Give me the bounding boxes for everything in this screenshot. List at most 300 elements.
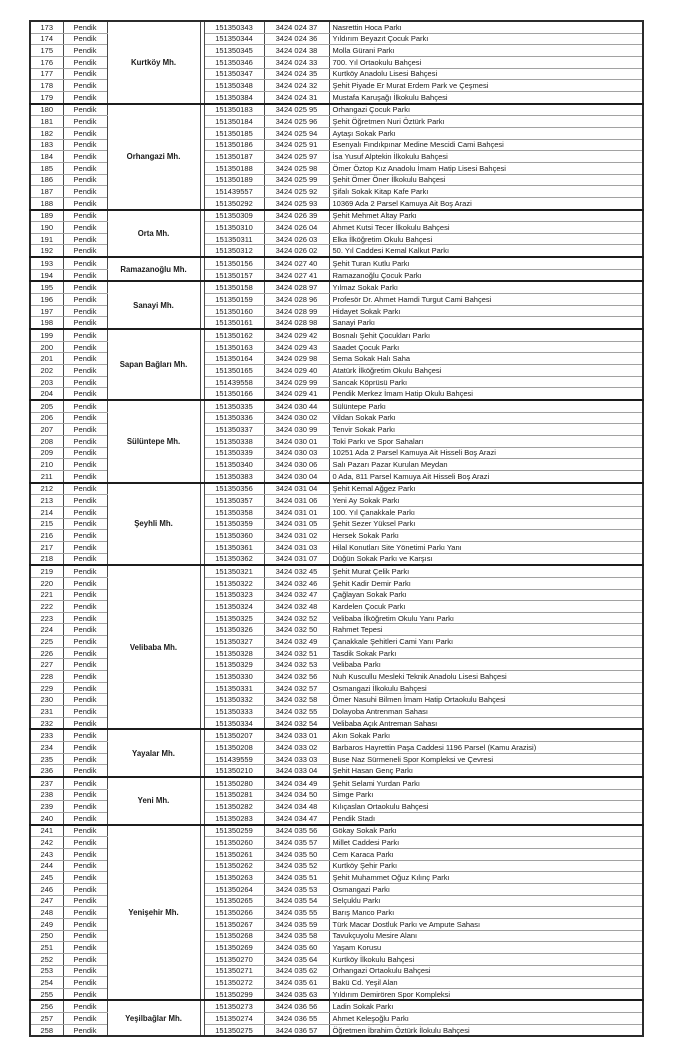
park-name-cell: Bosnalı Şehit Çocukları Parkı xyxy=(329,329,643,341)
park-id-cell: 151350321 xyxy=(204,565,264,577)
park-name-cell: Bakü Cd. Yeşil Alan xyxy=(329,977,643,989)
park-name-cell: Orhangazi Çocuk Parkı xyxy=(329,104,643,116)
district-cell: Pendik xyxy=(63,412,107,424)
district-cell: Pendik xyxy=(63,1024,107,1036)
park-code-cell: 3424 035 52 xyxy=(264,860,329,872)
row-number-cell: 248 xyxy=(30,907,63,919)
park-id-cell: 151350157 xyxy=(204,269,264,281)
park-code-cell: 3424 034 49 xyxy=(264,777,329,789)
park-id-cell: 151350189 xyxy=(204,174,264,186)
park-name-cell: Şehit Murat Çelik Parkı xyxy=(329,565,643,577)
row-number-cell: 173 xyxy=(30,21,63,33)
row-number-cell: 233 xyxy=(30,729,63,741)
park-id-cell: 151350324 xyxy=(204,601,264,613)
park-name-cell: Çanakkale Şehitleri Cami Yanı Parkı xyxy=(329,636,643,648)
park-name-cell: 10251 Ada 2 Parsel Kamuya Ait Hisseli Boş Arazi xyxy=(329,447,643,459)
park-code-cell: 3424 035 56 xyxy=(264,825,329,837)
district-cell: Pendik xyxy=(63,233,107,245)
mahalle-cell: Kurtköy Mh. xyxy=(107,21,200,104)
park-code-cell: 3424 027 41 xyxy=(264,269,329,281)
row-number-cell: 199 xyxy=(30,329,63,341)
table-row xyxy=(30,400,643,412)
district-cell: Pendik xyxy=(63,91,107,103)
park-id-cell: 151350383 xyxy=(204,470,264,482)
district-cell: Pendik xyxy=(63,647,107,659)
park-code-cell: 3424 032 50 xyxy=(264,624,329,636)
park-id-cell: 151350327 xyxy=(204,636,264,648)
park-id-cell: 151350311 xyxy=(204,233,264,245)
park-code-cell: 3424 032 56 xyxy=(264,671,329,683)
park-id-cell: 151350160 xyxy=(204,305,264,317)
park-code-cell: 3424 035 54 xyxy=(264,895,329,907)
row-number-cell: 253 xyxy=(30,965,63,977)
table-row xyxy=(30,257,643,269)
row-number-cell: 203 xyxy=(30,376,63,388)
park-name-cell: Rahmet Tepesi xyxy=(329,624,643,636)
district-cell: Pendik xyxy=(63,789,107,801)
district-cell: Pendik xyxy=(63,965,107,977)
mahalle-cell: Sülüntepe Mh. xyxy=(107,400,200,483)
row-number-cell: 235 xyxy=(30,753,63,765)
park-code-cell: 3424 025 97 xyxy=(264,151,329,163)
park-id-cell: 151350345 xyxy=(204,45,264,57)
district-cell: Pendik xyxy=(63,1013,107,1025)
row-number-cell: 229 xyxy=(30,682,63,694)
park-id-cell: 151350265 xyxy=(204,895,264,907)
district-cell: Pendik xyxy=(63,895,107,907)
park-id-cell: 151350310 xyxy=(204,222,264,234)
district-cell: Pendik xyxy=(63,447,107,459)
park-code-cell: 3424 032 46 xyxy=(264,577,329,589)
park-id-cell: 151350356 xyxy=(204,483,264,495)
row-number-cell: 237 xyxy=(30,777,63,789)
park-code-cell: 3424 026 02 xyxy=(264,245,329,257)
mahalle-cell: Ramazanoğlu Mh. xyxy=(107,257,200,281)
row-number-cell: 221 xyxy=(30,589,63,601)
district-cell: Pendik xyxy=(63,812,107,824)
row-number-cell: 180 xyxy=(30,104,63,116)
district-cell: Pendik xyxy=(63,717,107,729)
row-number-cell: 196 xyxy=(30,294,63,306)
park-id-cell: 151350264 xyxy=(204,883,264,895)
park-id-cell: 151350271 xyxy=(204,965,264,977)
row-number-cell: 177 xyxy=(30,68,63,80)
row-number-cell: 179 xyxy=(30,91,63,103)
park-code-cell: 3424 032 51 xyxy=(264,647,329,659)
park-code-cell: 3424 031 01 xyxy=(264,506,329,518)
park-id-cell: 151350184 xyxy=(204,116,264,128)
park-name-cell: Nasrettin Hoca Parkı xyxy=(329,21,643,33)
row-number-cell: 215 xyxy=(30,518,63,530)
row-number-cell: 228 xyxy=(30,671,63,683)
park-code-cell: 3424 032 55 xyxy=(264,706,329,718)
park-name-cell: Hilal Konutları Site Yönetimi Parkı Yanı xyxy=(329,541,643,553)
park-name-cell: Kurtköy Anadolu Lisesi Bahçesi xyxy=(329,68,643,80)
district-cell: Pendik xyxy=(63,988,107,1000)
district-cell: Pendik xyxy=(63,470,107,482)
district-cell: Pendik xyxy=(63,577,107,589)
row-number-cell: 214 xyxy=(30,506,63,518)
district-cell: Pendik xyxy=(63,222,107,234)
park-name-cell: Profesör Dr. Ahmet Hamdi Turgut Cami Bahçesi xyxy=(329,294,643,306)
park-id-cell: 151350164 xyxy=(204,353,264,365)
park-id-cell: 151350272 xyxy=(204,977,264,989)
row-number-cell: 230 xyxy=(30,694,63,706)
district-cell: Pendik xyxy=(63,151,107,163)
park-id-cell: 151350348 xyxy=(204,80,264,92)
park-name-cell: Elka İlköğretim Okulu Bahçesi xyxy=(329,233,643,245)
row-number-cell: 258 xyxy=(30,1024,63,1036)
district-cell: Pendik xyxy=(63,541,107,553)
park-name-cell: Tasdik Sokak Parkı xyxy=(329,647,643,659)
park-id-cell: 151350156 xyxy=(204,257,264,269)
park-code-cell: 3424 036 57 xyxy=(264,1024,329,1036)
district-cell: Pendik xyxy=(63,930,107,942)
district-cell: Pendik xyxy=(63,116,107,128)
park-id-cell: 151350357 xyxy=(204,495,264,507)
park-id-cell: 151350165 xyxy=(204,365,264,377)
district-cell: Pendik xyxy=(63,624,107,636)
park-code-cell: 3424 029 99 xyxy=(264,376,329,388)
park-id-cell: 151350263 xyxy=(204,872,264,884)
mahalle-cell: Orhangazi Mh. xyxy=(107,104,200,210)
park-code-cell: 3424 026 04 xyxy=(264,222,329,234)
district-cell: Pendik xyxy=(63,210,107,222)
table-row xyxy=(30,825,643,837)
park-code-cell: 3424 031 04 xyxy=(264,483,329,495)
row-number-cell: 240 xyxy=(30,812,63,824)
park-id-cell: 151350158 xyxy=(204,281,264,293)
park-id-cell: 151350159 xyxy=(204,294,264,306)
row-number-cell: 200 xyxy=(30,341,63,353)
district-cell: Pendik xyxy=(63,729,107,741)
park-name-cell: Pendik Stadı xyxy=(329,812,643,824)
row-number-cell: 218 xyxy=(30,553,63,565)
row-number-cell: 232 xyxy=(30,717,63,729)
park-id-cell: 151350384 xyxy=(204,91,264,103)
park-name-cell: Şehit Öğretmen Nuri Öztürk Parkı xyxy=(329,116,643,128)
row-number-cell: 209 xyxy=(30,447,63,459)
park-id-cell: 151350360 xyxy=(204,530,264,542)
district-cell: Pendik xyxy=(63,506,107,518)
district-cell: Pendik xyxy=(63,872,107,884)
park-name-cell: Şehit Kadir Demir Parkı xyxy=(329,577,643,589)
park-code-cell: 3424 025 91 xyxy=(264,139,329,151)
park-name-cell: Kurtköy Şehir Parkı xyxy=(329,860,643,872)
park-id-cell: 151350358 xyxy=(204,506,264,518)
park-code-cell: 3424 033 01 xyxy=(264,729,329,741)
park-code-cell: 3424 033 03 xyxy=(264,753,329,765)
row-number-cell: 239 xyxy=(30,801,63,813)
park-code-cell: 3424 035 50 xyxy=(264,848,329,860)
park-name-cell: Barbaros Hayrettin Paşa Caddesi 1196 Parsel (Kamu Arazisi) xyxy=(329,742,643,754)
park-id-cell: 151350207 xyxy=(204,729,264,741)
row-number-cell: 202 xyxy=(30,365,63,377)
park-code-cell: 3424 036 56 xyxy=(264,1000,329,1012)
district-cell: Pendik xyxy=(63,753,107,765)
park-code-cell: 3424 031 06 xyxy=(264,495,329,507)
park-code-cell: 3424 034 50 xyxy=(264,789,329,801)
park-name-cell: Sancak Köprüsü Parkı xyxy=(329,376,643,388)
row-number-cell: 216 xyxy=(30,530,63,542)
park-name-cell: Sanayi Parkı xyxy=(329,317,643,329)
row-number-cell: 183 xyxy=(30,139,63,151)
park-code-cell: 3424 035 51 xyxy=(264,872,329,884)
park-name-cell: Atatürk İlköğretim Okulu Bahçesi xyxy=(329,365,643,377)
row-number-cell: 226 xyxy=(30,647,63,659)
park-name-cell: Orhangazi Ortaokulu Bahçesi xyxy=(329,965,643,977)
district-cell: Pendik xyxy=(63,942,107,954)
park-id-cell: 151350274 xyxy=(204,1013,264,1025)
row-number-cell: 247 xyxy=(30,895,63,907)
district-cell: Pendik xyxy=(63,353,107,365)
row-number-cell: 184 xyxy=(30,151,63,163)
park-id-cell: 151439557 xyxy=(204,186,264,198)
row-number-cell: 213 xyxy=(30,495,63,507)
mahalle-cell: Yeşilbağlar Mh. xyxy=(107,1000,200,1036)
district-cell: Pendik xyxy=(63,197,107,209)
row-number-cell: 201 xyxy=(30,353,63,365)
row-number-cell: 251 xyxy=(30,942,63,954)
park-name-cell: Yıldırım Beyazıt Çocuk Parkı xyxy=(329,33,643,45)
park-code-cell: 3424 026 39 xyxy=(264,210,329,222)
row-number-cell: 249 xyxy=(30,918,63,930)
row-number-cell: 238 xyxy=(30,789,63,801)
row-number-cell: 246 xyxy=(30,883,63,895)
park-name-cell: Akın Sokak Parkı xyxy=(329,729,643,741)
row-number-cell: 204 xyxy=(30,388,63,400)
row-number-cell: 195 xyxy=(30,281,63,293)
park-code-cell: 3424 035 61 xyxy=(264,977,329,989)
district-cell: Pendik xyxy=(63,777,107,789)
district-cell: Pendik xyxy=(63,174,107,186)
park-name-cell: Millet Caddesi Parkı xyxy=(329,837,643,849)
park-code-cell: 3424 031 07 xyxy=(264,553,329,565)
parks-table xyxy=(29,20,644,1037)
park-name-cell: Aytaşı Sokak Parkı xyxy=(329,127,643,139)
park-name-cell: Şehit Muhammet Oğuz Kılınç Parkı xyxy=(329,872,643,884)
park-name-cell: Nuh Kuscullu Mesleki Teknik Anadolu Lisesi Bahçesi xyxy=(329,671,643,683)
row-number-cell: 224 xyxy=(30,624,63,636)
park-code-cell: 3424 029 98 xyxy=(264,353,329,365)
park-code-cell: 3424 035 59 xyxy=(264,918,329,930)
row-number-cell: 219 xyxy=(30,565,63,577)
mahalle-cell: Sapan Bağları Mh. xyxy=(107,329,200,400)
park-code-cell: 3424 025 93 xyxy=(264,197,329,209)
park-name-cell: Saadet Çocuk Parkı xyxy=(329,341,643,353)
district-cell: Pendik xyxy=(63,694,107,706)
district-cell: Pendik xyxy=(63,400,107,412)
district-cell: Pendik xyxy=(63,388,107,400)
district-cell: Pendik xyxy=(63,483,107,495)
row-number-cell: 175 xyxy=(30,45,63,57)
park-code-cell: 3424 033 04 xyxy=(264,765,329,777)
park-name-cell: 10369 Ada 2 Parsel Kamuya Ait Boş Arazi xyxy=(329,197,643,209)
district-cell: Pendik xyxy=(63,21,107,33)
park-code-cell: 3424 029 40 xyxy=(264,365,329,377)
park-code-cell: 3424 028 97 xyxy=(264,281,329,293)
park-name-cell: Şehit Ömer Öner İlkokulu Bahçesi xyxy=(329,174,643,186)
row-number-cell: 252 xyxy=(30,953,63,965)
park-name-cell: Gökay Sokak Parkı xyxy=(329,825,643,837)
park-code-cell: 3424 028 99 xyxy=(264,305,329,317)
park-code-cell: 3424 032 49 xyxy=(264,636,329,648)
park-name-cell: Şehit Piyade Er Murat Erdem Park ve Çeşmesi xyxy=(329,80,643,92)
district-cell: Pendik xyxy=(63,801,107,813)
park-name-cell: Osmangazi İlkokulu Bahçesi xyxy=(329,682,643,694)
park-code-cell: 3424 030 06 xyxy=(264,459,329,471)
table-row xyxy=(30,281,643,293)
park-id-cell: 151350280 xyxy=(204,777,264,789)
park-name-cell: Selçuklu Parkı xyxy=(329,895,643,907)
row-number-cell: 227 xyxy=(30,659,63,671)
row-number-cell: 244 xyxy=(30,860,63,872)
park-code-cell: 3424 025 99 xyxy=(264,174,329,186)
park-name-cell: Hidayet Sokak Parkı xyxy=(329,305,643,317)
park-code-cell: 3424 024 31 xyxy=(264,91,329,103)
park-code-cell: 3424 035 55 xyxy=(264,907,329,919)
district-cell: Pendik xyxy=(63,281,107,293)
park-name-cell: Ömer Nasuhi Bilmen İmam Hatip Ortaokulu Bahçesi xyxy=(329,694,643,706)
park-id-cell: 151350331 xyxy=(204,682,264,694)
park-name-cell: Salı Pazarı Pazar Kurulan Meydan xyxy=(329,459,643,471)
district-cell: Pendik xyxy=(63,45,107,57)
park-name-cell: Öğretmen İbrahim Öztürk İlokulu Bahçesi xyxy=(329,1024,643,1036)
park-code-cell: 3424 024 32 xyxy=(264,80,329,92)
district-cell: Pendik xyxy=(63,376,107,388)
district-cell: Pendik xyxy=(63,601,107,613)
park-id-cell: 151350210 xyxy=(204,765,264,777)
park-name-cell: Şehit Turan Kutlu Parkı xyxy=(329,257,643,269)
mahalle-cell: Orta Mh. xyxy=(107,210,200,258)
park-code-cell: 3424 028 98 xyxy=(264,317,329,329)
park-code-cell: 3424 035 62 xyxy=(264,965,329,977)
park-id-cell: 151350343 xyxy=(204,21,264,33)
district-cell: Pendik xyxy=(63,918,107,930)
park-name-cell: Sema Sokak Halı Saha xyxy=(329,353,643,365)
park-code-cell: 3424 032 53 xyxy=(264,659,329,671)
park-code-cell: 3424 032 54 xyxy=(264,717,329,729)
park-code-cell: 3424 024 37 xyxy=(264,21,329,33)
district-cell: Pendik xyxy=(63,530,107,542)
park-name-cell: Ramazanoğlu Çocuk Parkı xyxy=(329,269,643,281)
park-name-cell: Yaşam Korusu xyxy=(329,942,643,954)
district-cell: Pendik xyxy=(63,245,107,257)
park-code-cell: 3424 029 41 xyxy=(264,388,329,400)
district-cell: Pendik xyxy=(63,671,107,683)
park-id-cell: 151350273 xyxy=(204,1000,264,1012)
park-id-cell: 151350162 xyxy=(204,329,264,341)
row-number-cell: 194 xyxy=(30,269,63,281)
district-cell: Pendik xyxy=(63,329,107,341)
mahalle-cell: Yeni Mh. xyxy=(107,777,200,825)
park-id-cell: 151350166 xyxy=(204,388,264,400)
row-number-cell: 186 xyxy=(30,174,63,186)
park-id-cell: 151350283 xyxy=(204,812,264,824)
district-cell: Pendik xyxy=(63,907,107,919)
park-id-cell: 151350332 xyxy=(204,694,264,706)
mahalle-cell: Şeyhli Mh. xyxy=(107,483,200,566)
park-name-cell: Barış Manco Parkı xyxy=(329,907,643,919)
mahalle-cell: Velibaba Mh. xyxy=(107,565,200,729)
park-code-cell: 3424 030 99 xyxy=(264,424,329,436)
park-code-cell: 3424 031 05 xyxy=(264,518,329,530)
row-number-cell: 193 xyxy=(30,257,63,269)
district-cell: Pendik xyxy=(63,589,107,601)
district-cell: Pendik xyxy=(63,294,107,306)
park-code-cell: 3424 024 33 xyxy=(264,56,329,68)
park-id-cell: 151350325 xyxy=(204,612,264,624)
park-name-cell: Mustafa Karuşağı İlkokulu Bahçesi xyxy=(329,91,643,103)
park-code-cell: 3424 024 36 xyxy=(264,33,329,45)
district-cell: Pendik xyxy=(63,659,107,671)
park-code-cell: 3424 033 02 xyxy=(264,742,329,754)
district-cell: Pendik xyxy=(63,139,107,151)
park-id-cell: 151350270 xyxy=(204,953,264,965)
park-id-cell: 151350336 xyxy=(204,412,264,424)
table-row xyxy=(30,21,643,33)
district-cell: Pendik xyxy=(63,68,107,80)
row-number-cell: 178 xyxy=(30,80,63,92)
park-name-cell: Şifalı Sokak Kitap Kafe Parkı xyxy=(329,186,643,198)
park-id-cell: 151350335 xyxy=(204,400,264,412)
row-number-cell: 241 xyxy=(30,825,63,837)
park-name-cell: Hersek Sokak Parkı xyxy=(329,530,643,542)
park-name-cell: Esenyalı Fındıkpınar Medine Mescidi Cami Bahçesi xyxy=(329,139,643,151)
park-code-cell: 3424 030 44 xyxy=(264,400,329,412)
row-number-cell: 245 xyxy=(30,872,63,884)
district-cell: Pendik xyxy=(63,127,107,139)
park-id-cell: 151350361 xyxy=(204,541,264,553)
park-id-cell: 151350299 xyxy=(204,988,264,1000)
park-name-cell: Ahmet Keleşoğlu Parkı xyxy=(329,1013,643,1025)
park-id-cell: 151350281 xyxy=(204,789,264,801)
park-id-cell: 151350359 xyxy=(204,518,264,530)
park-name-cell: Şehit Mehmet Altay Parkı xyxy=(329,210,643,222)
table-row xyxy=(30,777,643,789)
district-cell: Pendik xyxy=(63,553,107,565)
district-cell: Pendik xyxy=(63,495,107,507)
row-number-cell: 210 xyxy=(30,459,63,471)
district-cell: Pendik xyxy=(63,953,107,965)
park-name-cell: Osmangazi Parkı xyxy=(329,883,643,895)
park-name-cell: Yeni Ay Sokak Parkı xyxy=(329,495,643,507)
park-id-cell: 151350185 xyxy=(204,127,264,139)
district-cell: Pendik xyxy=(63,518,107,530)
park-id-cell: 151350346 xyxy=(204,56,264,68)
park-code-cell: 3424 027 40 xyxy=(264,257,329,269)
park-id-cell: 151350161 xyxy=(204,317,264,329)
park-id-cell: 151350340 xyxy=(204,459,264,471)
row-number-cell: 192 xyxy=(30,245,63,257)
row-number-cell: 250 xyxy=(30,930,63,942)
park-name-cell: Türk Macar Dostluk Parkı ve Ampute Sahası xyxy=(329,918,643,930)
park-name-cell: Ömer Öztop Kız Anadolu İmam Hatip Lisesi Bahçesi xyxy=(329,162,643,174)
district-cell: Pendik xyxy=(63,435,107,447)
park-name-cell: Ladin Sokak Parkı xyxy=(329,1000,643,1012)
row-number-cell: 205 xyxy=(30,400,63,412)
park-id-cell: 151350362 xyxy=(204,553,264,565)
table-row xyxy=(30,1000,643,1012)
row-number-cell: 207 xyxy=(30,424,63,436)
row-number-cell: 231 xyxy=(30,706,63,718)
park-code-cell: 3424 028 96 xyxy=(264,294,329,306)
park-code-cell: 3424 032 48 xyxy=(264,601,329,613)
row-number-cell: 234 xyxy=(30,742,63,754)
park-code-cell: 3424 031 03 xyxy=(264,541,329,553)
park-code-cell: 3424 032 52 xyxy=(264,612,329,624)
park-id-cell: 151350259 xyxy=(204,825,264,837)
